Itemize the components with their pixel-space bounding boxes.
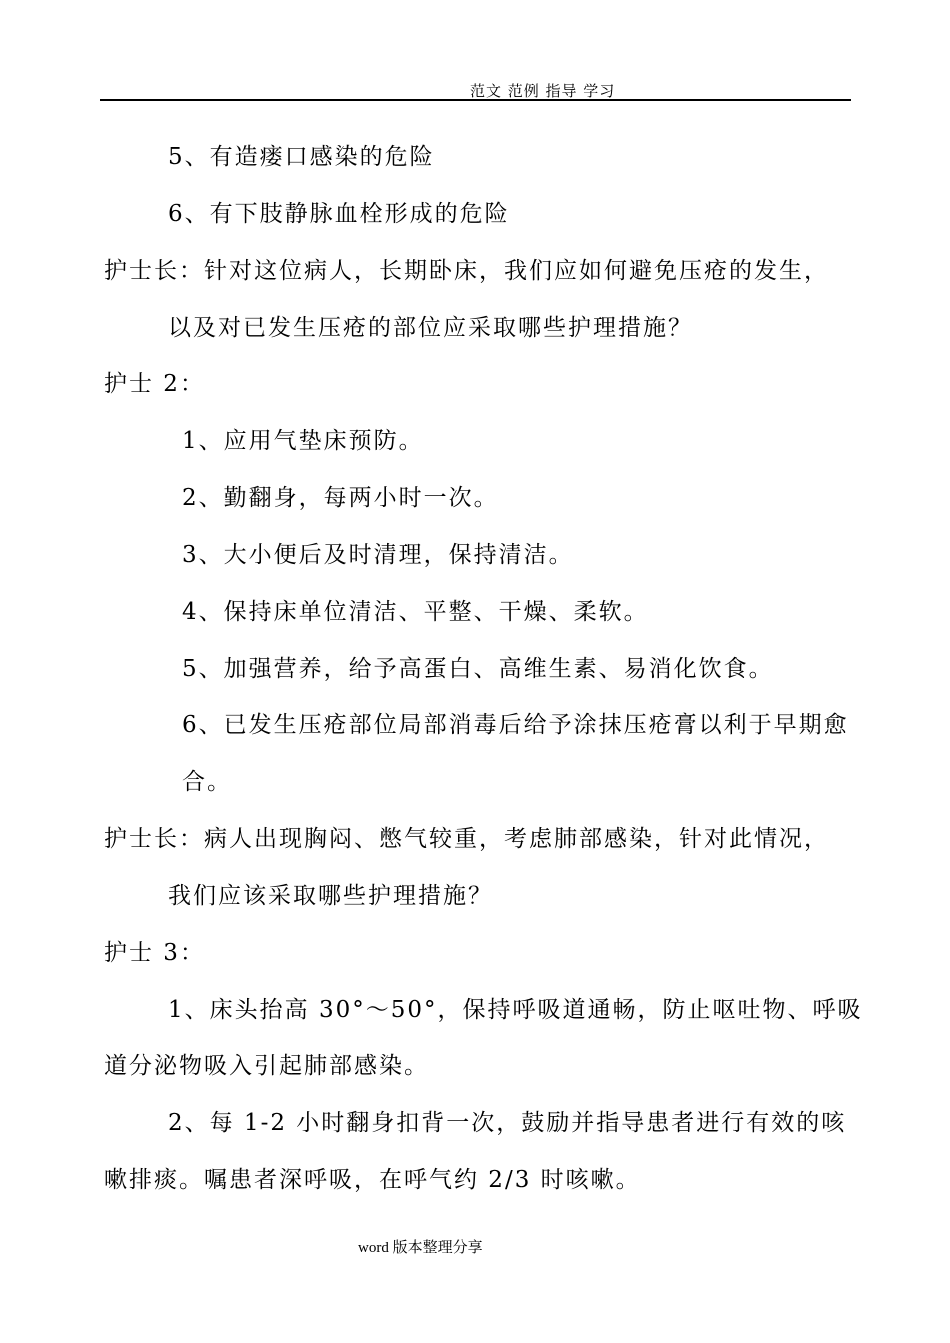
- text-line: 护士 3：: [104, 940, 205, 966]
- list-item: 3、大小便后及时清理，保持清洁。: [182, 542, 574, 568]
- text-line: 护士长：病人出现胸闷、憋气较重，考虑肺部感染，针对此情况，: [104, 826, 829, 852]
- list-item: 道分泌物吸入引起肺部感染。: [104, 1053, 429, 1079]
- list-item: 1、应用气垫床预防。: [182, 428, 424, 454]
- text-line: 我们应该采取哪些护理措施？: [168, 883, 493, 909]
- list-item: 2、每 1-2 小时翻身扣背一次，鼓励并指导患者进行有效的咳: [168, 1110, 847, 1136]
- header-divider: [100, 99, 851, 101]
- text-line: 以及对已发生压疮的部位应采取哪些护理措施？: [168, 315, 693, 341]
- text-line: 5、有造瘘口感染的危险: [168, 144, 435, 170]
- list-item: 2、勤翻身，每两小时一次。: [182, 485, 499, 511]
- list-item: 5、加强营养，给予高蛋白、高维生素、易消化饮食。: [182, 656, 774, 682]
- list-item: 合。: [182, 769, 232, 795]
- list-item: 1、床头抬高 30°～50°，保持呼吸道通畅，防止呕吐物、呼吸: [168, 997, 863, 1023]
- page-footer: word 版本整理分享: [358, 1240, 483, 1256]
- list-item: 6、已发生压疮部位局部消毒后给予涂抹压疮膏以利于早期愈: [182, 712, 849, 738]
- text-line: 护士长：针对这位病人，长期卧床，我们应如何避免压疮的发生，: [104, 258, 829, 284]
- list-item: 嗽排痰。嘱患者深呼吸，在呼气约 2/3 时咳嗽。: [104, 1167, 641, 1193]
- text-line: 护士 2：: [104, 371, 205, 397]
- text-line: 6、有下肢静脉血栓形成的危险: [168, 201, 510, 227]
- page-header: 范文 范例 指导 学习: [470, 82, 616, 100]
- list-item: 4、保持床单位清洁、平整、干燥、柔软。: [182, 599, 649, 625]
